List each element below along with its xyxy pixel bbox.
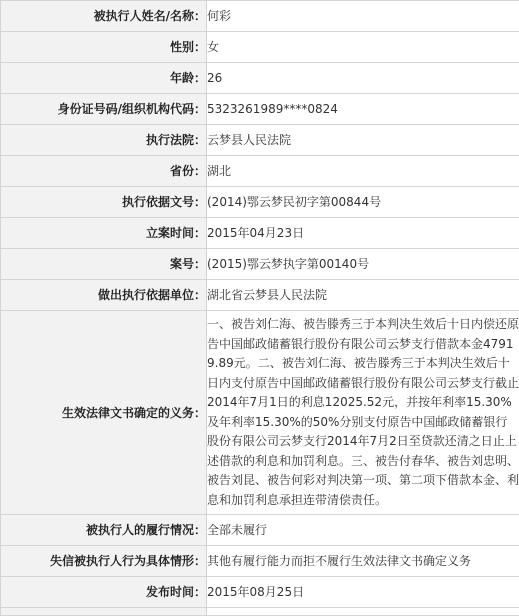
court-label: 执行法院： [1, 125, 207, 156]
row-issuing-unit [1, 280, 519, 311]
filing-date-label: 立案时间： [1, 218, 207, 249]
name-value: 何彩 [207, 1, 519, 32]
row-gender [1, 32, 519, 63]
basis-doc-number-value: (2014)鄂云梦民初字第00844号 [207, 187, 519, 218]
row-basis-doc-number [1, 187, 519, 218]
dishonest-behavior-value: 其他有履行能力而拒不履行生效法律文书确定义务 [207, 546, 519, 577]
gender-value: 女 [207, 32, 519, 63]
performance-status-value: 全部未履行 [207, 515, 519, 546]
dishonest-behavior-label: 失信被执行人行为具体情形： [1, 546, 207, 577]
row-court [1, 125, 519, 156]
court-value: 云梦县人民法院 [207, 125, 519, 156]
age-label: 年龄： [1, 63, 207, 94]
row-id-number [1, 94, 519, 125]
row-filing-date [1, 218, 519, 249]
row-case-number [1, 249, 519, 280]
name-label: 被执行人姓名/名称： [1, 1, 207, 32]
publish-date-value: 2015年08月25日 [207, 577, 519, 608]
issuing-unit-value: 湖北省云梦县人民法院 [207, 280, 519, 311]
case-number-value: (2015)鄂云梦执字第00140号 [207, 249, 519, 280]
case-number-label: 案号： [1, 249, 207, 280]
province-value: 湖北 [207, 156, 519, 187]
province-label: 省份： [1, 156, 207, 187]
gender-label: 性别： [1, 32, 207, 63]
age-value: 26 [207, 63, 519, 94]
performance-status-label: 被执行人的履行情况： [1, 515, 207, 546]
row-dishonest-behavior [1, 546, 519, 577]
obligations-value: 一、被告刘仁海、被告滕秀三于本判决生效后十日内偿还原告中国邮政储蓄银行股份有限公司云梦支行借款本金47919.89元。二、被告刘仁海、被告滕秀三于本判决生效后十日内支付原告中国邮政储蓄银行股份有限公司云梦支行截止2014年7月1日的利息12025.52元，并按年利率15.30%及年利率15.30%的50%分别支付原告中国邮政储蓄银行股份有限公司云梦支行2014年7月2日至贷款还清之日止上述借款的利息和加罚利息。三、被告付春华、被告刘忠明、被告刘昆、被告何彩对判决第一项、第二项下借款本金、利息和加罚利息承担连带清偿责任。 [207, 311, 519, 515]
obligations-label: 生效法律文书确定的义务： [1, 311, 207, 515]
id-number-value: 5323261989****0824 [207, 94, 519, 125]
row-province [1, 156, 519, 187]
row-name [1, 1, 519, 32]
row-performance-status [1, 515, 519, 546]
filing-date-value: 2015年04月23日 [207, 218, 519, 249]
row-publish-date [1, 577, 519, 608]
row-age [1, 63, 519, 94]
row-obligations [1, 311, 519, 515]
publish-date-label: 发布时间： [1, 577, 207, 608]
id-number-label: 身份证号码/组织机构代码： [1, 94, 207, 125]
basis-doc-number-label: 执行依据文号： [1, 187, 207, 218]
issuing-unit-label: 做出执行依据单位： [1, 280, 207, 311]
